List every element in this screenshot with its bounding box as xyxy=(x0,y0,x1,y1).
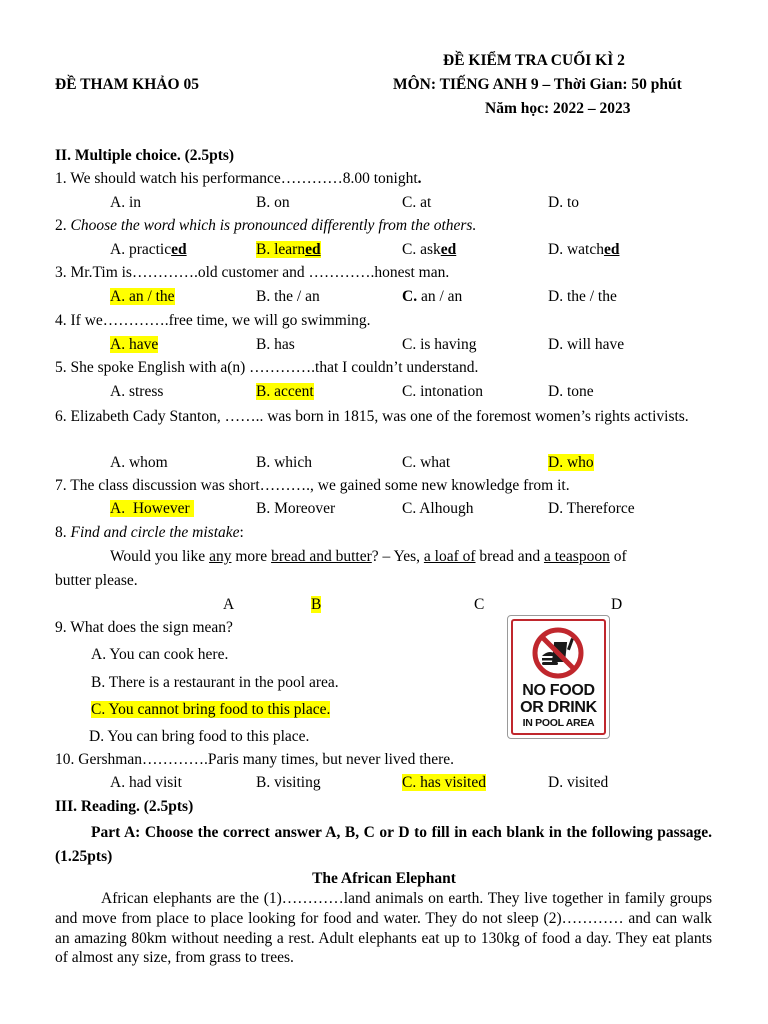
section-3-title: III. Reading. (2.5pts) xyxy=(55,798,194,815)
q4-option-d[interactable]: D. will have xyxy=(548,336,625,353)
sign-line-3: IN POOL AREA xyxy=(522,717,595,729)
q9-option-c[interactable]: C. You cannot bring food to this place. xyxy=(91,701,331,718)
q1-option-a[interactable]: A. in xyxy=(110,194,141,211)
q1-option-d[interactable]: D. to xyxy=(548,194,579,211)
q5-option-d[interactable]: D. tone xyxy=(548,383,594,400)
q7-option-c[interactable]: C. Alhough xyxy=(402,500,474,517)
question-2-stem: 2. Choose the word which is pronounced differently from the others. xyxy=(55,217,477,234)
section-2-title: II. Multiple choice. (2.5pts) xyxy=(55,147,235,164)
q2-option-b[interactable]: B. learned xyxy=(256,241,321,258)
q8-underline-a[interactable]: any xyxy=(209,548,232,565)
q8-underline-d[interactable]: a teaspoon xyxy=(543,548,610,565)
no-food-drink-icon xyxy=(528,624,588,682)
q9-option-d[interactable]: D. You can bring food to this place. xyxy=(89,728,310,745)
part-a-instructions: Part A: Choose the correct answer A, B, C or D to fill in each blank in the following passage. (1.25pts) xyxy=(55,824,712,865)
q6-option-a[interactable]: A. whom xyxy=(110,454,168,471)
sign-line-2: OR DRINK xyxy=(520,699,597,716)
question-10-stem: 10. Gershman………….Paris many times, but never lived there. xyxy=(55,751,455,768)
q7-option-a[interactable]: A. However xyxy=(110,500,194,517)
q6-option-c[interactable]: C. what xyxy=(402,454,451,471)
q10-option-c[interactable]: C. has visited xyxy=(402,774,486,791)
q8-underline-c[interactable]: a loaf of xyxy=(423,548,476,565)
question-4-stem: 4. If we………….free time, we will go swimming. xyxy=(55,312,371,329)
q8-label-b: B xyxy=(311,596,322,613)
question-6-stem: 6. Elizabeth Cady Stanton, …….. was born in 1815, was one of the foremost women’s rights activists. xyxy=(55,408,689,425)
q8-label-d: D xyxy=(611,596,623,613)
exam-title: ĐỀ KIỂM TRA CUỐI KÌ 2 xyxy=(443,52,625,69)
q10-option-d[interactable]: D. visited xyxy=(548,774,609,791)
q8-sentence-cont: butter please. xyxy=(55,572,138,589)
q9-option-a[interactable]: A. You can cook here. xyxy=(91,646,229,663)
passage-text: African elephants are the (1)…………land animals on earth. They live together in family groups and move from place to place looking for food and water. They do not sleep (2)………… and can walk an amazing 80km without needing a rest. Adult elephants eat up to 130kg of food a day. They eat plants of almost any size, from grass to trees. xyxy=(55,890,712,967)
q1-option-c[interactable]: C. at xyxy=(402,194,432,211)
q2-option-c[interactable]: C. asked xyxy=(402,241,457,258)
q3-option-c[interactable]: C. an / an xyxy=(402,288,463,305)
q3-option-b[interactable]: B. the / an xyxy=(256,288,320,305)
q8-sentence: Would you like any more bread and butter? – Yes, a loaf of bread and a teaspoon of xyxy=(110,548,627,565)
q5-option-a[interactable]: A. stress xyxy=(110,383,164,400)
q8-label-a: A xyxy=(223,596,235,613)
q1-option-b[interactable]: B. on xyxy=(256,194,290,211)
question-7-stem: 7. The class discussion was short………., we gained some new knowledge from it. xyxy=(55,477,570,494)
q7-option-d[interactable]: D. Thereforce xyxy=(548,500,635,517)
q3-option-a[interactable]: A. an / the xyxy=(110,288,175,305)
q6-option-d[interactable]: D. who xyxy=(548,454,594,471)
q8-underline-b[interactable]: bread and butter xyxy=(271,548,372,565)
reference-label: ĐỀ THAM KHẢO 05 xyxy=(55,76,199,93)
q10-option-a[interactable]: A. had visit xyxy=(110,774,182,791)
q2-option-a[interactable]: A. practiced xyxy=(110,241,187,258)
q8-label-c: C xyxy=(474,596,485,613)
q4-option-b[interactable]: B. has xyxy=(256,336,295,353)
question-5-stem: 5. She spoke English with a(n) ………….that I couldn’t understand. xyxy=(55,359,479,376)
q6-option-b[interactable]: B. which xyxy=(256,454,312,471)
q4-option-a[interactable]: A. have xyxy=(110,336,159,353)
question-9-stem: 9. What does the sign mean? xyxy=(55,619,233,636)
q5-option-b[interactable]: B. accent xyxy=(256,383,314,400)
q9-option-b[interactable]: B. There is a restaurant in the pool area. xyxy=(91,674,339,691)
question-8-stem: 8. Find and circle the mistake: xyxy=(55,524,244,541)
sign-line-1: NO FOOD xyxy=(522,682,595,699)
q5-option-c[interactable]: C. intonation xyxy=(402,383,483,400)
q4-option-c[interactable]: C. is having xyxy=(402,336,477,353)
q2-option-d[interactable]: D. watched xyxy=(548,241,620,258)
question-3-stem: 3. Mr.Tim is………….old customer and ………….honest man. xyxy=(55,264,450,281)
q7-option-b[interactable]: B. Moreover xyxy=(256,500,336,517)
q3-option-d[interactable]: D. the / the xyxy=(548,288,617,305)
school-year: Năm học: 2022 – 2023 xyxy=(485,100,631,117)
passage-title: The African Elephant xyxy=(312,870,456,887)
question-1-stem: 1. We should watch his performance…………8.00 tonight. xyxy=(55,170,422,187)
q10-option-b[interactable]: B. visiting xyxy=(256,774,321,791)
subject-line: MÔN: TIẾNG ANH 9 – Thời Gian: 50 phút xyxy=(393,76,682,93)
no-food-sign xyxy=(507,615,610,739)
